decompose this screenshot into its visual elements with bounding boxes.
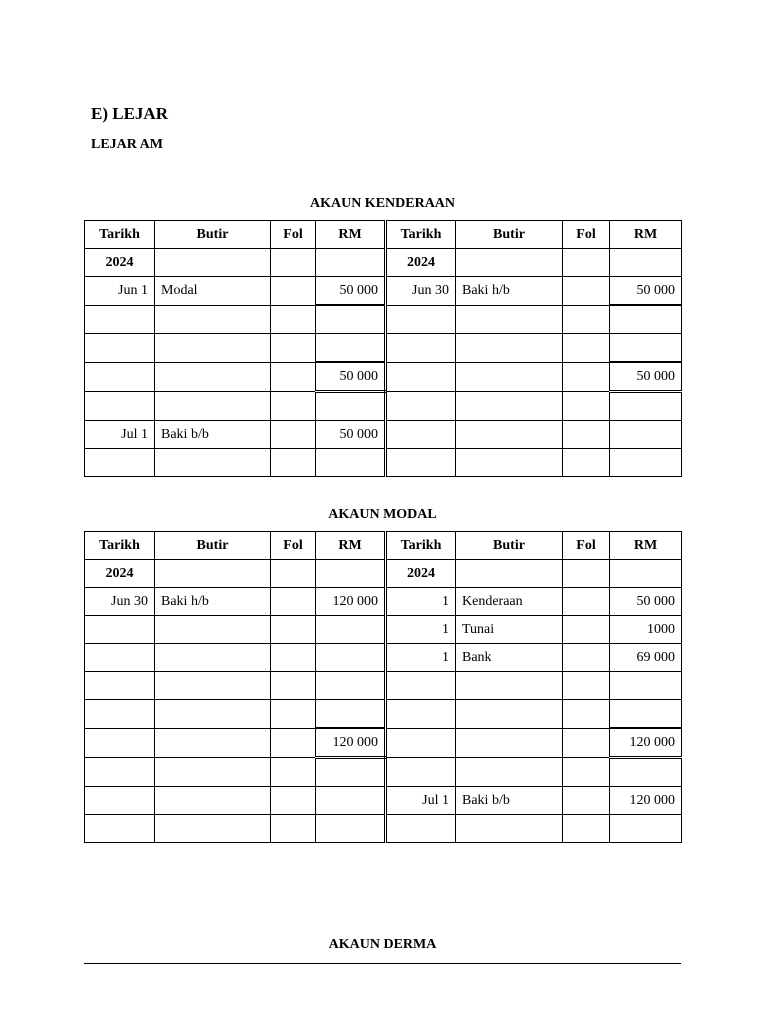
cell-tarikh-cr: 1 <box>386 588 456 616</box>
cell-tarikh-cr <box>386 392 456 421</box>
cell-tarikh-cr <box>386 672 456 700</box>
col-header-butir-dr: Butir <box>155 221 271 249</box>
table-row <box>85 758 682 787</box>
cell-rm-dr <box>316 392 386 421</box>
cell-rm-dr <box>316 644 386 672</box>
cell-butir-cr: Tunai <box>456 616 563 644</box>
cell-butir-cr <box>456 758 563 787</box>
account-title-kenderaan: AKAUN KENDERAAN <box>309 196 456 211</box>
cell-fol-cr <box>563 362 610 392</box>
table-row <box>85 334 682 363</box>
cell-rm-cr: 120 000 <box>610 787 682 815</box>
cell-butir-cr <box>456 672 563 700</box>
cell-butir-dr <box>155 334 271 363</box>
cell-tarikh-dr <box>85 758 155 787</box>
cell-rm-cr <box>610 392 682 421</box>
col-header-rm-cr: RM <box>610 221 682 249</box>
col-header-rm-dr: RM <box>316 532 386 560</box>
cell-fol-cr <box>563 815 610 843</box>
cell-tarikh-cr: Jul 1 <box>386 787 456 815</box>
cell-butir-dr <box>155 616 271 644</box>
cell-fol-dr <box>271 392 316 421</box>
year-cr: 2024 <box>386 560 456 588</box>
cell-tarikh-dr <box>85 362 155 392</box>
cell-rm-dr: 120 000 <box>316 588 386 616</box>
cell-rm-cr <box>610 421 682 449</box>
cell-empty <box>316 249 386 277</box>
table-row <box>85 305 682 334</box>
cell-butir-dr <box>155 700 271 729</box>
cell-empty <box>271 249 316 277</box>
section-subheading: LEJAR AM <box>91 137 163 152</box>
table-row <box>85 588 682 616</box>
cell-tarikh-dr: Jun 30 <box>85 588 155 616</box>
cell-tarikh-dr <box>85 334 155 363</box>
cell-tarikh-cr <box>386 305 456 334</box>
cell-rm-cr <box>610 305 682 334</box>
col-header-tarikh-cr: Tarikh <box>386 221 456 249</box>
cell-butir-cr <box>456 728 563 758</box>
cell-empty <box>271 560 316 588</box>
cell-fol-cr <box>563 305 610 334</box>
table-row <box>85 392 682 421</box>
section-heading: E) LEJAR <box>91 104 168 123</box>
cell-rm-dr: 50 000 <box>316 362 386 392</box>
cell-fol-cr <box>563 334 610 363</box>
col-header-butir-cr: Butir <box>456 221 563 249</box>
cell-fol-dr <box>271 588 316 616</box>
cell-fol-dr <box>271 616 316 644</box>
cell-rm-cr: 50 000 <box>610 277 682 306</box>
cell-empty <box>610 249 682 277</box>
cell-fol-cr <box>563 421 610 449</box>
cell-butir-cr <box>456 305 563 334</box>
cell-rm-dr <box>316 305 386 334</box>
cell-rm-dr: 50 000 <box>316 421 386 449</box>
cell-empty <box>316 560 386 588</box>
cell-tarikh-cr <box>386 728 456 758</box>
cell-empty <box>610 560 682 588</box>
cell-empty <box>155 249 271 277</box>
cell-rm-dr: 50 000 <box>316 277 386 306</box>
cell-rm-cr: 69 000 <box>610 644 682 672</box>
cell-fol-dr <box>271 700 316 729</box>
cell-tarikh-cr <box>386 421 456 449</box>
cell-tarikh-dr <box>85 305 155 334</box>
header-row <box>85 221 682 249</box>
cell-fol-dr <box>271 305 316 334</box>
cell-fol-cr <box>563 728 610 758</box>
cell-rm-dr <box>316 334 386 363</box>
cell-butir-dr <box>155 787 271 815</box>
cell-butir-dr <box>155 672 271 700</box>
cell-butir-cr <box>456 700 563 729</box>
cell-empty <box>456 249 563 277</box>
cell-fol-cr <box>563 758 610 787</box>
cell-butir-dr <box>155 815 271 843</box>
cell-butir-cr <box>456 421 563 449</box>
cell-butir-dr <box>155 362 271 392</box>
table-row <box>85 277 682 306</box>
col-header-fol-dr: Fol <box>271 221 316 249</box>
ledger-top-rule-derma <box>84 963 681 964</box>
col-header-butir-dr: Butir <box>155 532 271 560</box>
cell-butir-cr <box>456 449 563 477</box>
table-row <box>85 700 682 729</box>
cell-fol-cr <box>563 787 610 815</box>
col-header-fol-cr: Fol <box>563 221 610 249</box>
cell-tarikh-cr: Jun 30 <box>386 277 456 306</box>
cell-butir-cr: Kenderaan <box>456 588 563 616</box>
cell-rm-cr: 50 000 <box>610 362 682 392</box>
cell-rm-dr <box>316 787 386 815</box>
cell-butir-dr <box>155 392 271 421</box>
cell-butir-cr: Baki b/b <box>456 787 563 815</box>
cell-butir-dr <box>155 758 271 787</box>
table-row <box>85 644 682 672</box>
col-header-rm-cr: RM <box>610 532 682 560</box>
ledger-table-modal <box>84 531 682 843</box>
cell-fol-dr <box>271 815 316 843</box>
cell-fol-cr <box>563 672 610 700</box>
cell-fol-cr <box>563 644 610 672</box>
cell-rm-dr <box>316 758 386 787</box>
year-cr: 2024 <box>386 249 456 277</box>
table-row <box>85 728 682 758</box>
cell-rm-cr: 50 000 <box>610 588 682 616</box>
cell-butir-cr: Bank <box>456 644 563 672</box>
cell-butir-dr: Baki b/b <box>155 421 271 449</box>
cell-butir-cr <box>456 362 563 392</box>
cell-tarikh-dr <box>85 787 155 815</box>
col-header-butir-cr: Butir <box>456 532 563 560</box>
header-row <box>85 532 682 560</box>
cell-rm-cr <box>610 758 682 787</box>
cell-tarikh-cr <box>386 815 456 843</box>
cell-tarikh-cr: 1 <box>386 644 456 672</box>
cell-fol-cr <box>563 588 610 616</box>
year-row <box>85 560 682 588</box>
cell-butir-cr <box>456 815 563 843</box>
cell-butir-cr <box>456 392 563 421</box>
cell-fol-cr <box>563 277 610 306</box>
col-header-tarikh-dr: Tarikh <box>85 221 155 249</box>
cell-fol-cr <box>563 616 610 644</box>
cell-butir-dr <box>155 305 271 334</box>
col-header-fol-dr: Fol <box>271 532 316 560</box>
cell-empty <box>563 249 610 277</box>
cell-rm-cr <box>610 815 682 843</box>
cell-fol-cr <box>563 449 610 477</box>
cell-fol-dr <box>271 758 316 787</box>
cell-empty <box>563 560 610 588</box>
cell-rm-cr <box>610 449 682 477</box>
cell-tarikh-dr: Jul 1 <box>85 421 155 449</box>
cell-fol-dr <box>271 362 316 392</box>
cell-empty <box>155 560 271 588</box>
cell-rm-cr <box>610 334 682 363</box>
cell-rm-cr: 1000 <box>610 616 682 644</box>
cell-tarikh-cr <box>386 758 456 787</box>
cell-butir-cr <box>456 334 563 363</box>
cell-rm-dr <box>316 616 386 644</box>
cell-rm-dr <box>316 449 386 477</box>
ledger-table-kenderaan <box>84 220 682 477</box>
cell-rm-cr <box>610 700 682 729</box>
cell-tarikh-dr <box>85 392 155 421</box>
table-row <box>85 672 682 700</box>
cell-rm-cr: 120 000 <box>610 728 682 758</box>
cell-tarikh-dr <box>85 616 155 644</box>
cell-fol-dr <box>271 277 316 306</box>
cell-butir-cr: Baki h/b <box>456 277 563 306</box>
cell-fol-cr <box>563 392 610 421</box>
table-row <box>85 362 682 392</box>
cell-tarikh-cr <box>386 449 456 477</box>
col-header-fol-cr: Fol <box>563 532 610 560</box>
cell-butir-dr <box>155 728 271 758</box>
cell-tarikh-dr <box>85 644 155 672</box>
cell-rm-dr <box>316 672 386 700</box>
cell-rm-dr: 120 000 <box>316 728 386 758</box>
cell-tarikh-dr <box>85 815 155 843</box>
cell-fol-dr <box>271 334 316 363</box>
cell-tarikh-dr: Jun 1 <box>85 277 155 306</box>
cell-tarikh-cr: 1 <box>386 616 456 644</box>
table-row <box>85 787 682 815</box>
cell-tarikh-dr <box>85 449 155 477</box>
col-header-tarikh-cr: Tarikh <box>386 532 456 560</box>
cell-tarikh-dr <box>85 700 155 729</box>
account-title-modal: AKAUN MODAL <box>328 507 437 522</box>
cell-fol-dr <box>271 421 316 449</box>
cell-tarikh-cr <box>386 362 456 392</box>
table-row <box>85 449 682 477</box>
table-row <box>85 421 682 449</box>
table-row <box>85 815 682 843</box>
cell-butir-dr <box>155 449 271 477</box>
cell-fol-dr <box>271 672 316 700</box>
cell-empty <box>456 560 563 588</box>
year-row <box>85 249 682 277</box>
cell-tarikh-dr <box>85 672 155 700</box>
cell-tarikh-cr <box>386 334 456 363</box>
cell-butir-dr: Modal <box>155 277 271 306</box>
cell-fol-dr <box>271 787 316 815</box>
year-dr: 2024 <box>85 560 155 588</box>
table-row <box>85 616 682 644</box>
cell-rm-cr <box>610 672 682 700</box>
cell-tarikh-dr <box>85 728 155 758</box>
cell-rm-dr <box>316 815 386 843</box>
cell-fol-dr <box>271 644 316 672</box>
col-header-tarikh-dr: Tarikh <box>85 532 155 560</box>
cell-fol-cr <box>563 700 610 729</box>
cell-rm-dr <box>316 700 386 729</box>
year-dr: 2024 <box>85 249 155 277</box>
cell-fol-dr <box>271 728 316 758</box>
cell-tarikh-cr <box>386 700 456 729</box>
col-header-rm-dr: RM <box>316 221 386 249</box>
cell-butir-dr: Baki h/b <box>155 588 271 616</box>
cell-butir-dr <box>155 644 271 672</box>
cell-fol-dr <box>271 449 316 477</box>
account-title-derma: AKAUN DERMA <box>328 937 437 952</box>
